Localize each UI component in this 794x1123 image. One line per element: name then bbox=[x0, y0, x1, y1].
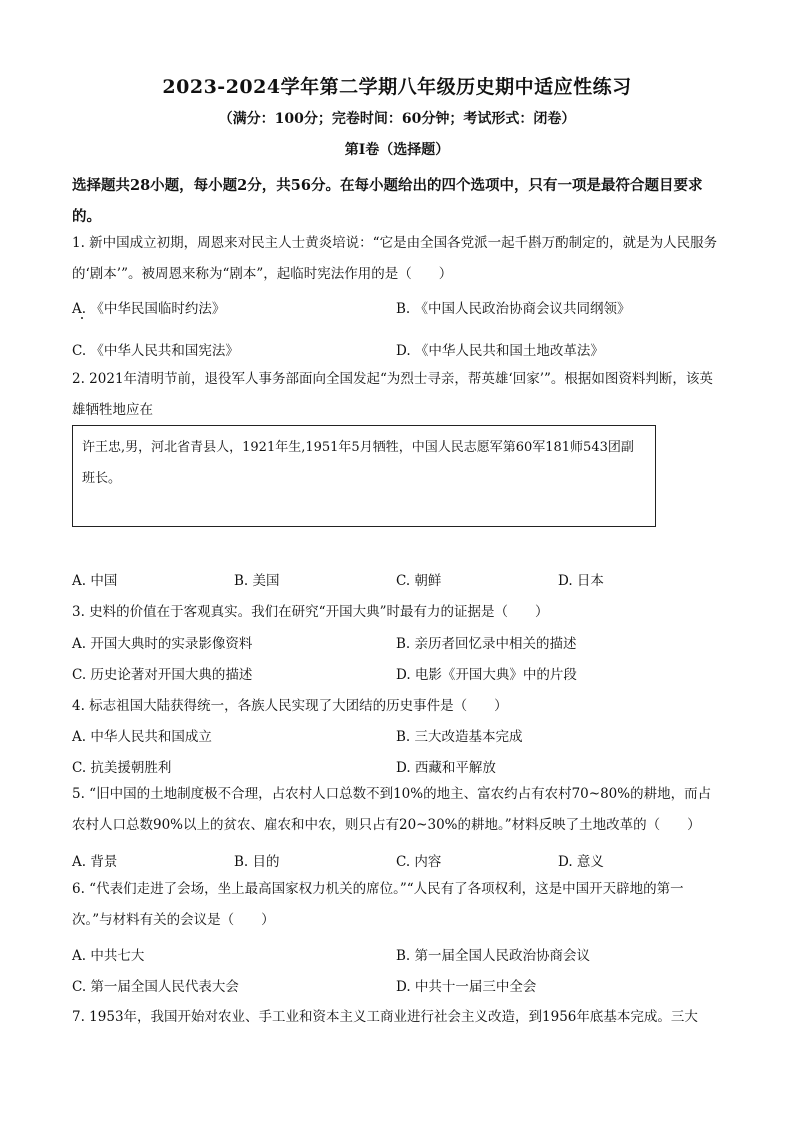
question-3-stem: 3. 史料的价值在于客观真实。我们在研究“开国大典”时最有力的证据是（ ） bbox=[72, 604, 549, 620]
question-1-option-a: A. 《中华民国临时约法》 bbox=[72, 301, 226, 317]
question-3-option-c: C. 历史论著对开国大典的描述 bbox=[72, 667, 253, 683]
question-2-stem: 2. 2021年清明节前，退役军人事务部面向全国发起“为烈士寻亲，帮英雄‘回家’”。根据如图资料判断，该英雄牺牲地应在 bbox=[72, 371, 713, 418]
question-6-option-a: A. 中共七大 bbox=[72, 948, 145, 964]
question-4-option-d: D. 西藏和平解放 bbox=[396, 760, 496, 776]
question-5-stem: 5. “旧中国的土地制度极不合理，占农村人口总数不到10%的地主、富农约占有农村70~80%的耕地，而占农村人口总数90%以上的贫农、雇农和中农，则只占有20~30%的耕地。”材料反映了土地改革的（ ） bbox=[72, 786, 712, 833]
question-5-option-c: C. 内容 bbox=[396, 854, 442, 870]
exam-title: 2023-2024学年第二学期八年级历史期中适应性练习 bbox=[162, 76, 632, 98]
question-4-option-b: B. 三大改造基本完成 bbox=[396, 729, 523, 745]
section-instructions: 选择题共28小题，每小题2分，共56分。在每小题给出的四个选项中，只有一项是最符合题目要求的。 bbox=[72, 177, 703, 225]
question-2-material-text: 许王忠,男，河北省青县人，1921年生,1951年5月牺牲，中国人民志愿军第60军181师543团副班长。 bbox=[82, 440, 634, 486]
question-1-option-d: D. 《中华人民共和国土地改革法》 bbox=[396, 343, 604, 359]
question-4-option-c: C. 抗美援朝胜利 bbox=[72, 760, 172, 776]
question-3-option-d: D. 电影《开国大典》中的片段 bbox=[396, 667, 577, 683]
question-6-option-c: C. 第一届全国人民代表大会 bbox=[72, 979, 239, 995]
question-5-option-a: A. 背景 bbox=[72, 854, 118, 870]
section-heading: 第Ⅰ卷（选择题） bbox=[344, 142, 450, 158]
question-6-stem: 6. “代表们走进了会场，坐上最高国家权力机关的席位。”“人民有了各项权利，这是中国开天辟地的第一次。”与材料有关的会议是（ ） bbox=[72, 881, 684, 928]
question-1-option-c: C. 《中华人民共和国宪法》 bbox=[72, 343, 239, 359]
question-2-option-b: B. 美国 bbox=[234, 573, 280, 589]
question-4-stem: 4. 标志祖国大陆获得统一，各族人民实现了大团结的历史事件是（ ） bbox=[72, 698, 508, 714]
question-4-option-a: A. 中华人民共和国成立 bbox=[72, 729, 212, 745]
question-6-option-b: B. 第一届全国人民政治协商会议 bbox=[396, 948, 591, 964]
question-1-option-b: B. 《中国人民政治协商会议共同纲领》 bbox=[396, 301, 631, 317]
question-2-material-box bbox=[72, 425, 656, 527]
question-7-stem: 7. 1953年，我国开始对农业、手工业和资本主义工商业进行社会主义改造，到1956年底基本完成。三大 bbox=[72, 1009, 698, 1025]
question-5-option-b: B. 目的 bbox=[234, 854, 280, 870]
question-2-option-d: D. 日本 bbox=[558, 573, 604, 589]
question-5-option-d: D. 意义 bbox=[558, 854, 604, 870]
stray-dot bbox=[81, 317, 83, 319]
question-3-option-b: B. 亲历者回忆录中相关的描述 bbox=[396, 636, 577, 652]
question-1-stem: 1. 新中国成立初期，周恩来对民主人士黄炎培说：“它是由全国各党派一起千斟万酌制定的，就是为人民服务的‘剧本’”。被周恩来称为“剧本”，起临时宪法作用的是（ ） bbox=[72, 235, 718, 282]
question-2-option-c: C. 朝鲜 bbox=[396, 573, 442, 589]
question-3-option-a: A. 开国大典时的实录影像资料 bbox=[72, 636, 253, 652]
question-2-option-a: A. 中国 bbox=[72, 573, 118, 589]
exam-subtitle: （满分：100分；完卷时间：60分钟；考试形式：闭卷） bbox=[218, 111, 576, 127]
question-6-option-d: D. 中共十一届三中全会 bbox=[396, 979, 537, 995]
